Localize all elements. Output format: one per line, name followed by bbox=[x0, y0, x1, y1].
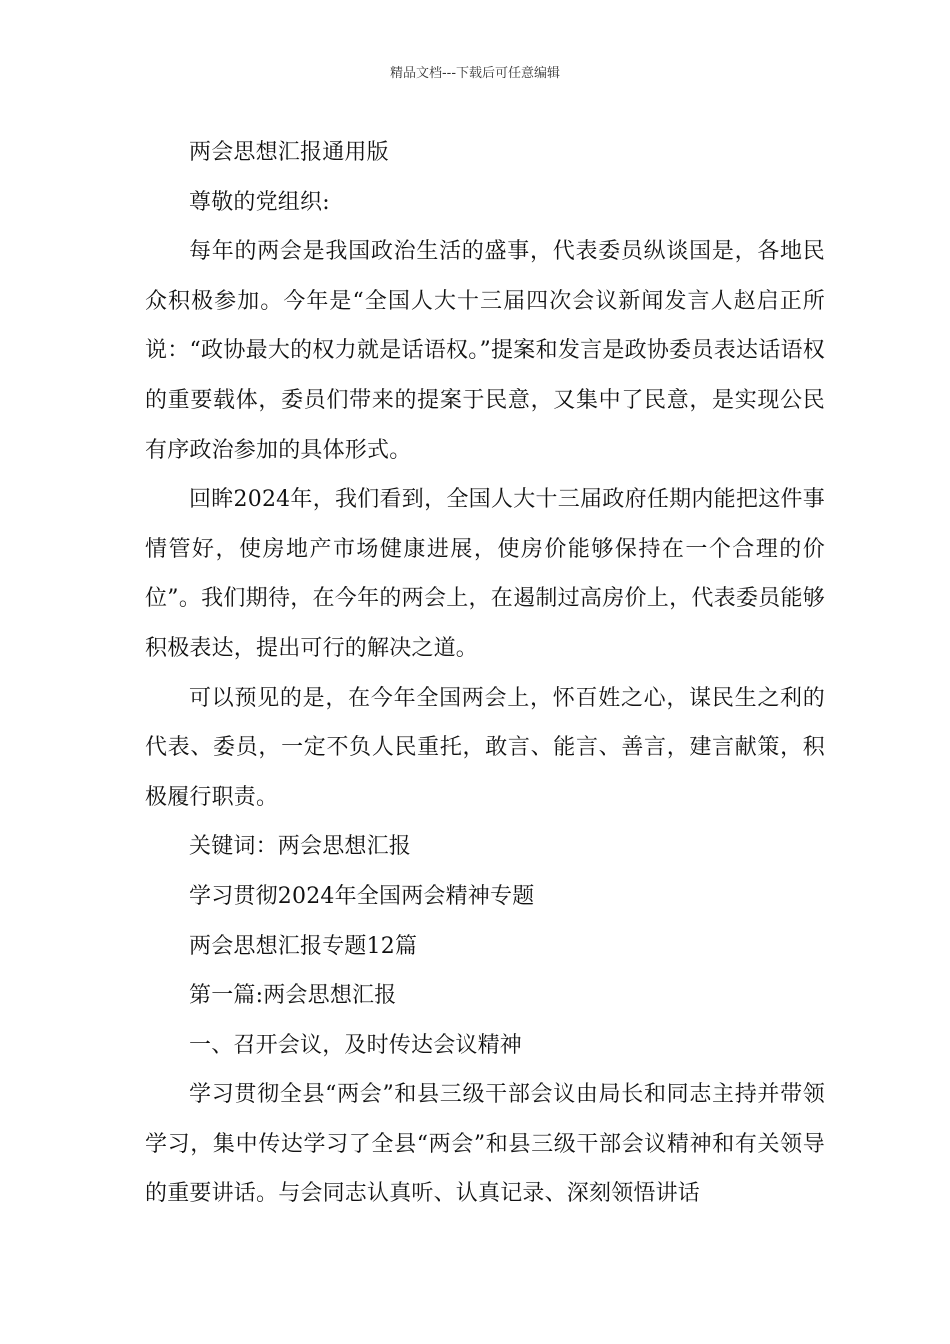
keywords-line: 关键词：两会思想汇报 bbox=[189, 834, 412, 860]
section-heading: 第一篇:两会思想汇报 bbox=[189, 983, 397, 1009]
subsection-heading: 一、召开会议，及时传达会议精神 bbox=[189, 1032, 523, 1058]
paragraph: 可以预见的是，在今年全国两会上，怀百姓之心，谋民生之利的代表、委员，一定不负人民重托，敢言、能言、善言，建言献策，积极履行职责。 bbox=[145, 685, 825, 810]
topic-line: 两会思想汇报专题12篇 bbox=[189, 933, 418, 959]
salutation: 尊敬的党组织: bbox=[189, 189, 330, 215]
page-header: 精品文档---下载后可任意编辑 bbox=[389, 66, 561, 81]
paragraph: 学习贯彻全县“两会”和县三级干部会议由局长和同志主持并带领学习，集中传达学习了全县“两会”和县三级干部会议精神和有关领导的重要讲话。与会同志认真听、认真记录、深刻领悟讲话 bbox=[145, 1082, 825, 1207]
topic-line: 学习贯彻2024年全国两会精神专题 bbox=[189, 883, 535, 909]
paragraph: 回眸2024年，我们看到，全国人大十三届政府任期内能把这件事情管好，使房地产市场健康进展，使房价能够保持在一个合理的价位”。我们期待，在今年的两会上，在遏制过高房价上，代表委员能够积极表达，提出可行的解决之道。 bbox=[145, 487, 825, 661]
document-body bbox=[145, 128, 825, 1219]
paragraph: 每年的两会是我国政治生活的盛事，代表委员纵谈国是，各地民众积极参加。今年是“全国人大十三届四次会议新闻发言人赵启正所说：“政协最大的权力就是话语权。”提案和发言是政协委员表达话语权的重要载体，委员们带来的提案于民意，又集中了民意，是实现公民有序政治参加的具体形式。 bbox=[145, 239, 825, 463]
document-title: 两会思想汇报通用版 bbox=[189, 140, 389, 165]
